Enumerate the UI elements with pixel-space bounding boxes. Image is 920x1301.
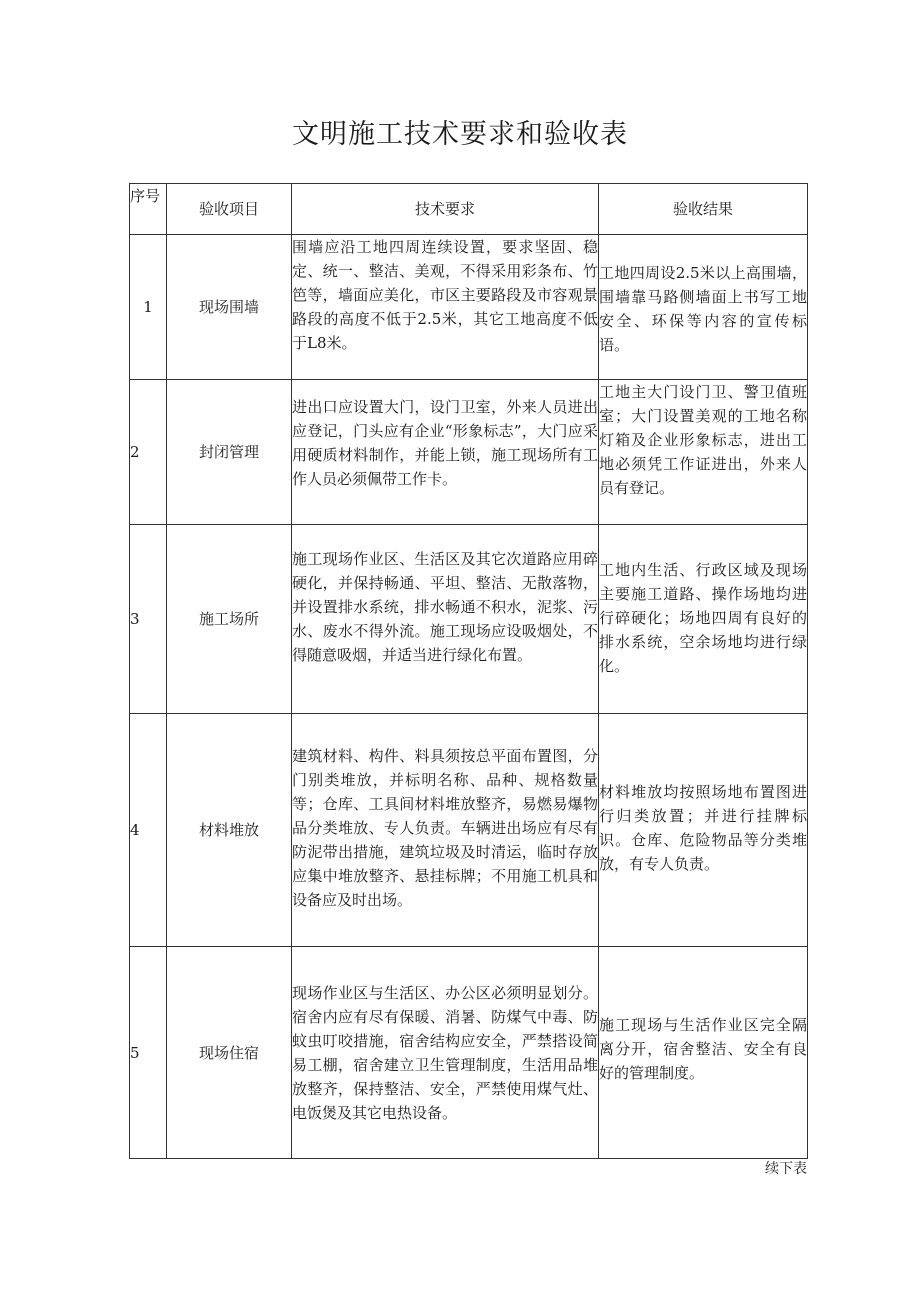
row-no: 3 [130, 525, 167, 714]
row-result: 材料堆放均按照场地布置图进行归类放置；并进行挂牌标识。仓库、危险物品等分类堆放，有专人负责。 [599, 714, 808, 947]
continued-note: 续下表 [765, 1161, 807, 1177]
header-no: 序号 [130, 184, 167, 235]
row-result: 工地主大门设门卫、警卫值班室；大门设置美观的工地名称灯箱及企业形象标志，进出工地必须凭工作证进出，外来人员有登记。 [599, 380, 808, 525]
row-no: 4 [130, 714, 167, 947]
table-row [130, 947, 808, 1159]
row-item: 封闭管理 [167, 380, 292, 525]
header-requirement: 技术要求 [292, 184, 599, 235]
row-requirement: 现场作业区与生活区、办公区必须明显划分。宿舍内应有尽有保暖、消暑、防煤气中毒、防蚊虫叮咬措施，宿舍结构应安全，严禁搭设简易工棚，宿舍建立卫生管理制度，生活用品堆放整齐，保持整洁、安全，严禁使用煤气灶、电饭煲及其它电热设备。 [292, 947, 599, 1159]
header-result: 验收结果 [599, 184, 808, 235]
table-row [130, 714, 808, 947]
table-row [130, 380, 808, 525]
row-no: 5 [130, 947, 167, 1159]
table-row [130, 525, 808, 714]
row-requirement: 施工现场作业区、生活区及其它次道路应用碎硬化，并保持畅通、平坦、整洁、无散落物，并设置排水系统，排水畅通不积水，泥浆、污水、废水不得外流。施工现场应设吸烟处，不得随意吸烟，并适当进行绿化布置。 [292, 525, 599, 714]
header-item: 验收项目 [167, 184, 292, 235]
row-requirement: 进出口应设置大门，设门卫室，外来人员进出应登记，门头应有企业“形象标志”，大门应采用硬质材料制作，并能上锁，施工现场所有工作人员必须佩带工作卡。 [292, 380, 599, 525]
table-row [130, 235, 808, 380]
row-requirement: 围墙应沿工地四周连续设置，要求坚固、稳定、统一、整洁、美观，不得采用彩条布、竹笆等，墙面应美化，市区主要路段及市容观景路段的高度不低于2.5米，其它工地高度不低于L8米。 [292, 235, 599, 380]
row-result: 施工现场与生活作业区完全隔离分开，宿舍整洁、安全有良好的管理制度。 [599, 947, 808, 1159]
document-title: 文明施工技术要求和验收表 [292, 119, 628, 150]
row-no: 2 [130, 380, 167, 525]
row-item: 现场住宿 [167, 947, 292, 1159]
row-no: 1 [130, 235, 167, 380]
row-result: 工地内生活、行政区域及现场主要施工道路、操作场地均进行碎硬化；场地四周有良好的排水系统，空余场地均进行绿化。 [599, 525, 808, 714]
row-item: 材料堆放 [167, 714, 292, 947]
row-item: 施工场所 [167, 525, 292, 714]
row-result: 工地四周设2.5米以上高围墙，围墙靠马路侧墙面上书写工地安全、环保等内容的宣传标语。 [599, 235, 808, 380]
row-item: 现场围墙 [167, 235, 292, 380]
acceptance-table [129, 183, 808, 1159]
row-requirement: 建筑材料、构件、料具须按总平面布置图，分门别类堆放，并标明名称、品种、规格数量等；仓库、工具间材料堆放整齐，易燃易爆物品分类堆放、专人负责。车辆进出场应有尽有防泥带出措施，建筑垃圾及时清运，临时存放应集中堆放整齐、悬挂标牌；不用施工机具和设备应及时出场。 [292, 714, 599, 947]
table-header-row [130, 184, 808, 235]
